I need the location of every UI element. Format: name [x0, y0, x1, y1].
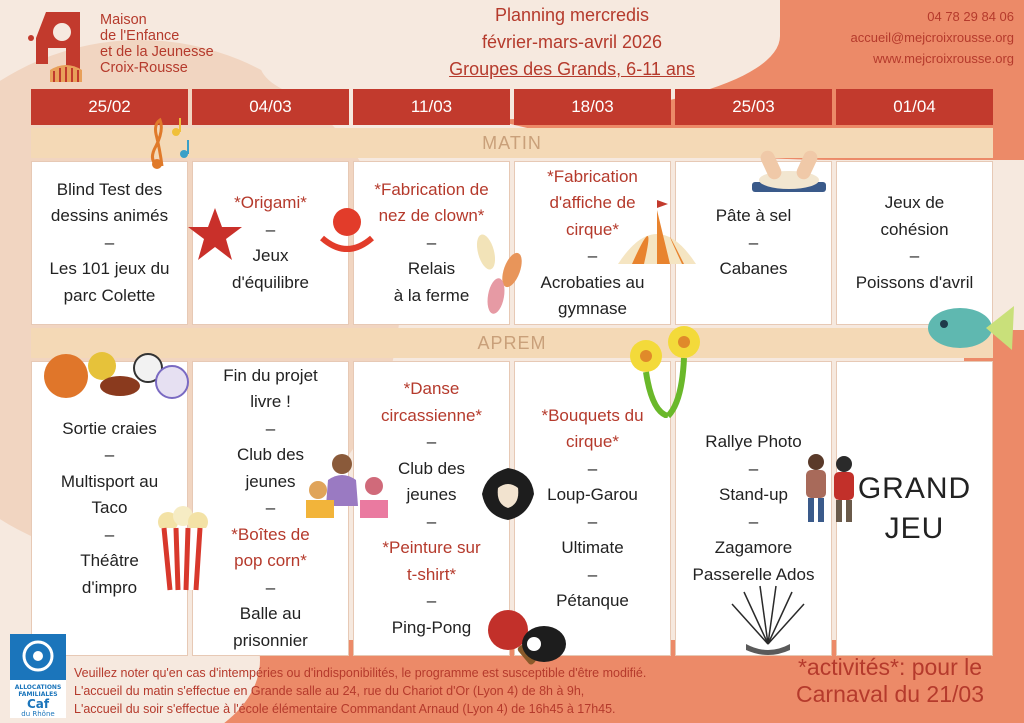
- activity-text: livre !: [250, 392, 291, 412]
- carnival-note: [770, 654, 1010, 708]
- activity-text: *Danse: [403, 379, 460, 398]
- activity-separator: –: [587, 458, 598, 478]
- activity-separator: –: [748, 458, 759, 478]
- activity-separator: –: [587, 511, 598, 531]
- carnival-line: Carnaval du 21/03: [796, 681, 984, 707]
- organization-name-line: Croix-Rousse: [100, 60, 188, 76]
- footer-note-line: Veuillez noter qu'en cas d'intempéries ou d'indisponibilités, le programme est susceptible d'être modifié.: [74, 666, 647, 680]
- activity-text: Ping-Pong: [391, 617, 472, 637]
- activity-text: jeunes: [406, 485, 457, 504]
- activity-separator: –: [426, 591, 437, 610]
- activity-text: *Fabrication de: [374, 179, 489, 199]
- activity-text: Multisport au: [60, 471, 159, 491]
- activity-text: *Bouquets du: [541, 405, 644, 425]
- activity-text: Stand-up: [719, 485, 788, 504]
- fish-icon: [924, 298, 1016, 356]
- activity-text: Les 101 jeux du: [49, 259, 170, 279]
- activity-text: Taco: [91, 498, 128, 518]
- activity-separator: –: [909, 246, 920, 265]
- house-logo-icon: [28, 8, 84, 82]
- date-header-cell: 04/03: [192, 89, 349, 125]
- balloon-flowers-icon: [622, 322, 710, 418]
- activity-text: Rallye Photo: [705, 432, 802, 451]
- activity-text: cirque*: [566, 219, 619, 239]
- circus-tent-icon: [612, 198, 702, 268]
- activity-separator: –: [587, 564, 598, 584]
- footer-note-line: L'accueil du matin s'effectue en Grande salle au 24, rue du Chariot d'Or (Lyon 4) de 8h à 9h,: [74, 684, 585, 698]
- activity-text: circassienne*: [380, 405, 483, 425]
- activity-text: cirque*: [566, 432, 619, 451]
- morning-activity-cell: [31, 161, 188, 325]
- activity-separator: –: [748, 232, 759, 252]
- activity-separator: –: [265, 418, 276, 438]
- activity-separator: –: [426, 511, 437, 531]
- organization-name-line: Maison: [100, 12, 147, 28]
- ping-pong-icon: [478, 604, 574, 668]
- activity-text: Jeux de: [884, 193, 945, 212]
- activity-text: prisonnier: [233, 630, 308, 650]
- footer-note-line: L'accueil du soir s'effectue à l'école élémentaire Commandant Arnaud (Lyon 4) de 16h45 à 17h45.: [74, 702, 616, 716]
- activity-text: *Origami*: [234, 193, 307, 212]
- section-band-morning: MATIN: [31, 128, 993, 158]
- caf-line: FAMILIALES: [18, 691, 58, 698]
- organization-logo: [18, 6, 228, 82]
- activity-text: t-shirt*: [406, 564, 457, 584]
- activity-text: parc Colette: [63, 285, 156, 305]
- activity-text: pop corn*: [234, 551, 307, 571]
- activity-separator: –: [104, 232, 115, 252]
- activity-text: Club des: [397, 458, 466, 478]
- activity-text: *Peinture sur: [382, 538, 481, 557]
- activity-text: Pâte à sel: [715, 206, 792, 226]
- activity-separator: –: [748, 511, 759, 531]
- activity-text: Ultimate: [561, 538, 624, 557]
- caf-logo: [10, 634, 66, 718]
- activity-separator: –: [265, 219, 276, 239]
- activity-text: Club des: [236, 445, 305, 465]
- caf-label: Caf: [26, 697, 50, 711]
- activity-text: gymnase: [558, 299, 627, 318]
- activity-text: JEU: [884, 511, 945, 545]
- activity-text: Fin du projet: [223, 365, 318, 385]
- activity-text: GRAND: [857, 471, 972, 505]
- footer-notes: [74, 664, 764, 718]
- activity-separator: –: [104, 445, 115, 465]
- activity-separator: –: [104, 524, 115, 544]
- caf-emblem-icon: [10, 634, 66, 680]
- clown-nose-icon: [318, 206, 376, 252]
- activity-text: Jeux: [252, 246, 289, 265]
- activity-text: dessins animés: [50, 206, 169, 226]
- date-header-cell: 01/04: [836, 89, 993, 125]
- date-header-cell: 18/03: [514, 89, 671, 125]
- activity-text: cohésion: [880, 219, 949, 239]
- activity-text: Blind Test des: [56, 179, 163, 199]
- activity-separator: –: [587, 246, 598, 265]
- activity-text: Pétanque: [556, 591, 629, 610]
- caf-line: ALLOCATIONS: [14, 684, 62, 691]
- activity-text: Relais: [407, 259, 456, 279]
- date-header-cell: 25/02: [31, 89, 188, 125]
- activity-separator: –: [265, 577, 276, 597]
- activity-text: Zagamore: [714, 538, 793, 557]
- feather-headdress-icon: [726, 584, 810, 658]
- page-title: [400, 2, 744, 83]
- kneading-hands-icon: [748, 148, 830, 196]
- star-icon: [186, 206, 244, 264]
- activity-separator: –: [265, 498, 276, 518]
- activity-text: Balle au: [239, 604, 302, 624]
- activity-text: d'affiche de: [549, 193, 636, 212]
- organization-name-line: de l'Enfance: [100, 28, 180, 44]
- sports-balls-icon: [40, 344, 192, 402]
- caf-name: [10, 684, 66, 698]
- title-main: Planning mercredis: [494, 5, 650, 25]
- activity-text: Passerelle Ados: [692, 564, 815, 584]
- section-band-afternoon: APREM: [31, 328, 993, 358]
- activity-text: jeunes: [245, 471, 296, 491]
- activity-text: Cabanes: [719, 259, 788, 279]
- activity-text: Acrobaties au: [540, 272, 645, 292]
- activity-text: à la ferme: [393, 285, 470, 305]
- kids-reading-icon: [302, 450, 392, 524]
- website-link[interactable]: www.mejcroixrousse.org: [873, 51, 1014, 66]
- activity-text: nez de clown*: [378, 206, 485, 226]
- carnival-line: *activités*: pour le: [797, 654, 983, 680]
- activity-separator: –: [426, 432, 437, 451]
- activity-text: *Boîtes de: [231, 524, 310, 544]
- title-group: Groupes des Grands, 6-11 ans: [449, 59, 695, 79]
- activity-separator: –: [426, 232, 437, 252]
- activity-text: d'équilibre: [232, 272, 309, 292]
- date-header-cell: 11/03: [353, 89, 510, 125]
- email-link[interactable]: accueil@mejcroixrousse.org: [850, 30, 1014, 45]
- activity-text: *Fabrication: [547, 166, 638, 186]
- activity-text: Sortie craies: [62, 418, 157, 438]
- organization-name: [100, 12, 214, 76]
- activity-text: Loup-Garou: [547, 485, 638, 504]
- activity-text: Poissons d'avril: [855, 272, 974, 292]
- popcorn-icon: [156, 506, 210, 592]
- activity-text: Théâtre: [80, 551, 139, 571]
- contact-info: [851, 6, 1014, 69]
- activity-text: d'impro: [81, 577, 138, 597]
- music-notes-icon: [146, 116, 190, 174]
- caf-region: du Rhône: [21, 710, 55, 718]
- phone-number: 04 78 29 84 06: [927, 9, 1014, 24]
- juggling-pins-icon: [468, 226, 528, 318]
- people-photo-icon: [800, 452, 862, 524]
- organization-name-line: et de la Jeunesse: [100, 44, 214, 60]
- wolf-icon: [478, 464, 538, 524]
- title-period: février-mars-avril 2026: [481, 32, 663, 52]
- date-header-cell: 25/03: [675, 89, 832, 125]
